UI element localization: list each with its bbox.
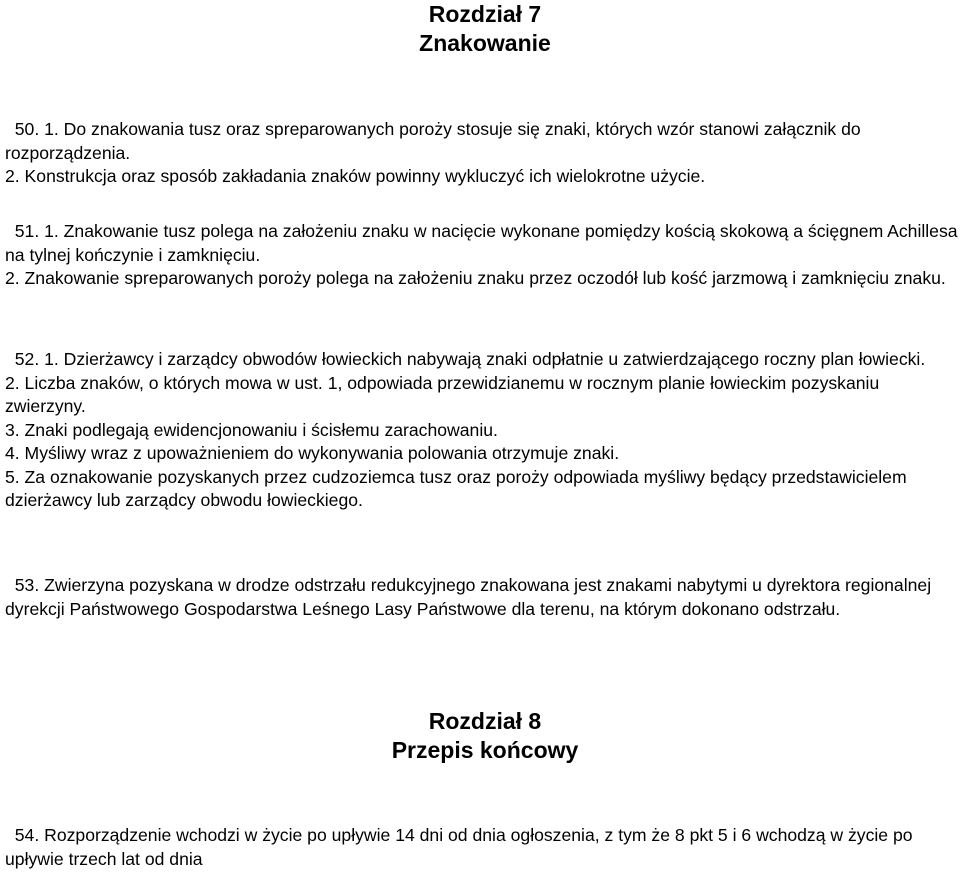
chapter-7-title: Rozdział 7: [428, 1, 542, 27]
section-52-par-4: 4. Myśliwy wraz z upoważnieniem do wykonywania polowania otrzymuje znaki.: [5, 443, 620, 463]
section-51: [5, 220, 960, 291]
section-54: [5, 824, 960, 871]
section-51-par-1: 51. 1. Znakowanie tusz polega na założeniu znaku w nacięcie wykonane pomiędzy kością skokową a ścięgnem Achillesa na tylnej kończynie i zamknięciu.: [5, 221, 958, 265]
section-54-par-1: 54. Rozporządzenie wchodzi w życie po upływie 14 dni od dnia ogłoszenia, z tym że 8 pkt 5 i 6 wchodzą w życie po upływie trzech lat od dnia: [5, 825, 913, 869]
section-50: [5, 118, 960, 189]
section-50-par-1: 50. 1. Do znakowania tusz oraz spreparowanych poroży stosuje się znaki, których wzór stanowi załącznik do rozporządzenia.: [5, 119, 861, 163]
chapter-8-heading: [0, 707, 960, 765]
section-51-par-2: 2. Znakowanie spreparowanych poroży polega na założeniu znaku przez oczodół lub kość jarzmową i zamknięciu znaku.: [5, 268, 946, 288]
chapter-8-subtitle: Przepis końcowy: [391, 737, 579, 763]
section-52: [5, 348, 960, 513]
section-50-par-2: 2. Konstrukcja oraz sposób zakładania znaków powinny wykluczyć ich wielokrotne użycie.: [5, 166, 706, 186]
section-53-par-1: 53. Zwierzyna pozyskana w drodze odstrzału redukcyjnego znakowana jest znakami nabytymi u dyrektora regionalnej dyrekcji Państwowego Gospodarstwa Leśnego Lasy Państwowe dla terenu, na którym dokonano odstrzału.: [5, 575, 932, 619]
section-53: [5, 574, 960, 621]
section-52-par-1: 52. 1. Dzierżawcy i zarządcy obwodów łowieckich nabywają znaki odpłatnie u zatwierdzającego roczny plan łowiecki.: [5, 349, 926, 369]
chapter-8-title: Rozdział 8: [428, 708, 542, 734]
chapter-7-subtitle: Znakowanie: [419, 30, 551, 56]
section-52-par-2: 2. Liczba znaków, o których mowa w ust. 1, odpowiada przewidzianemu w rocznym planie łowieckim pozyskaniu zwierzyny.: [5, 372, 880, 416]
chapter-7-heading: [0, 0, 960, 58]
section-52-par-5: 5. Za oznakowanie pozyskanych przez cudzoziemca tusz oraz poroży odpowiada myśliwy będący przedstawicielem dzierżawcy lub zarządcy obwodu łowieckiego.: [5, 466, 907, 510]
section-52-par-3: 3. Znaki podlegają ewidencjonowaniu i ścisłemu zarachowaniu.: [5, 419, 498, 440]
